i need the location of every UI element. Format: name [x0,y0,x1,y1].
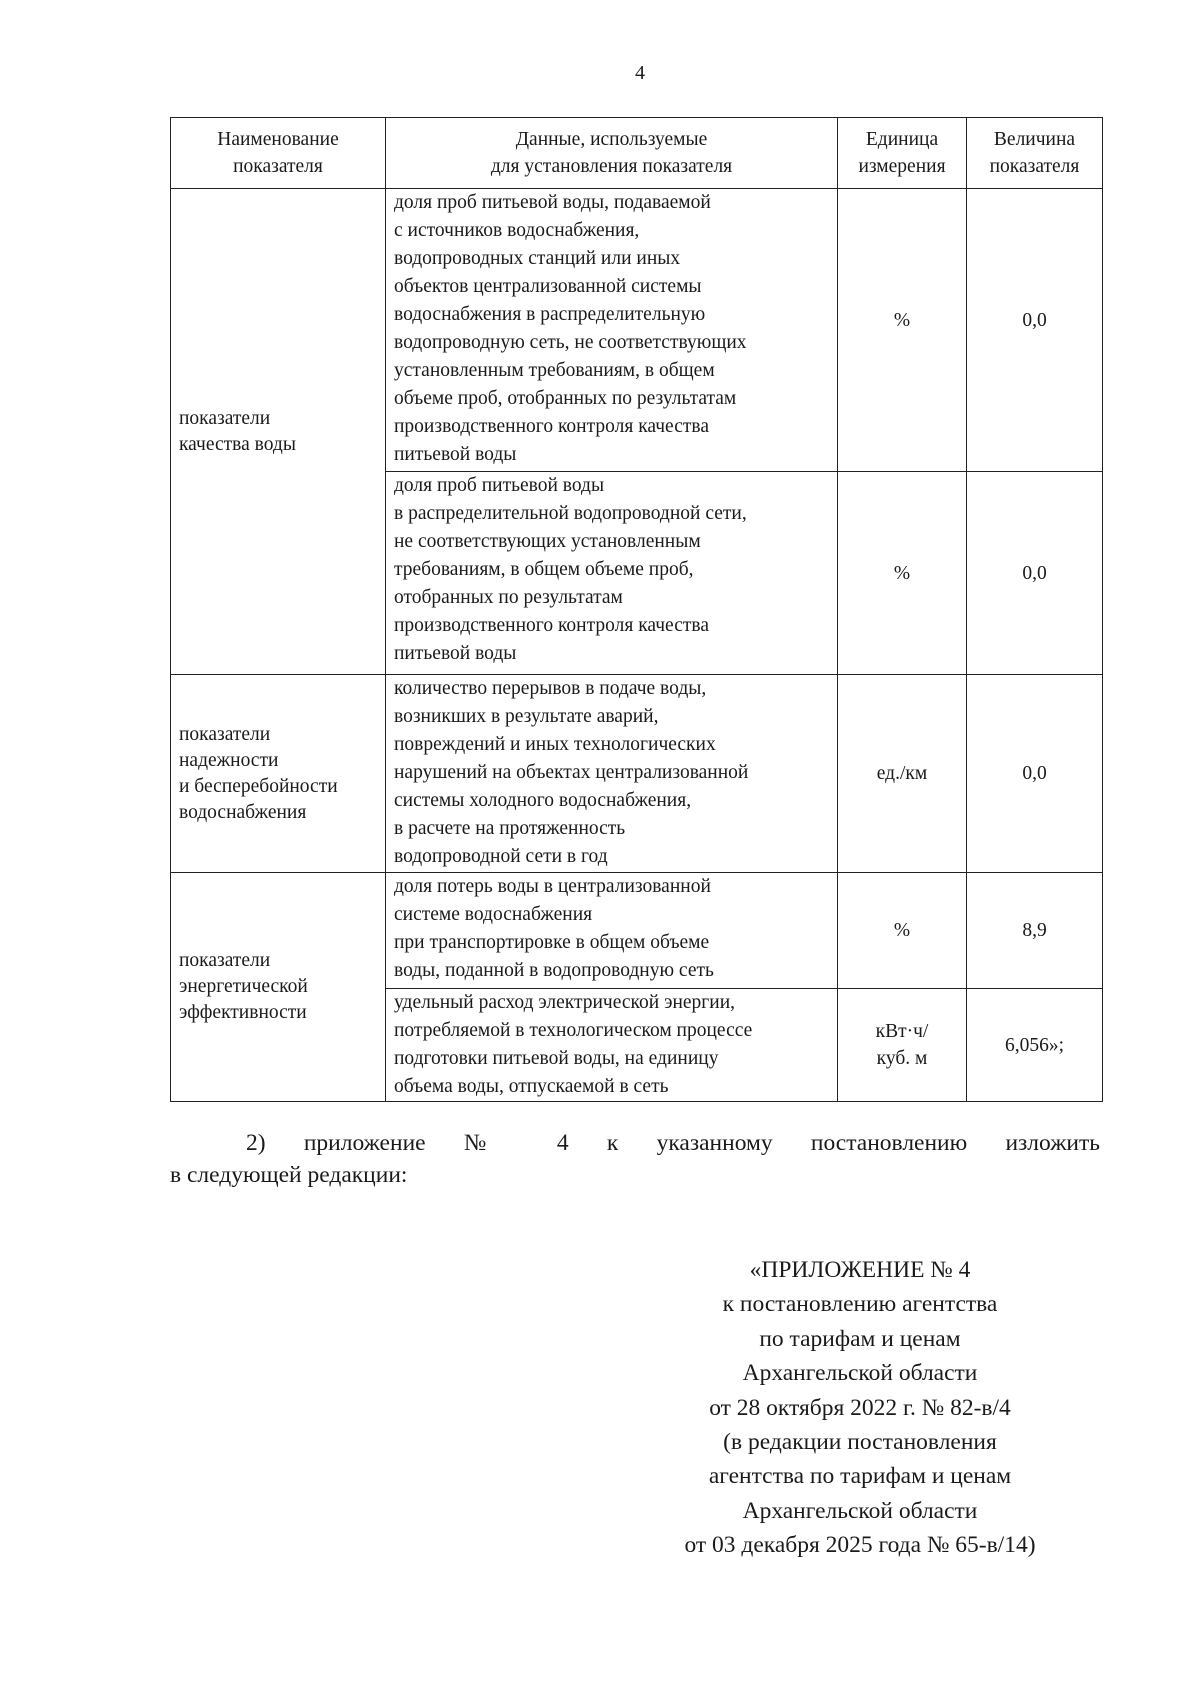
appendix-line: Архангельской области [742,1360,978,1387]
appendix-line: к постановлению агентства [722,1291,998,1318]
table-header-row [171,118,1103,189]
paragraph-line-1: 2) приложение № 4 к указанному постановлению изложить [246,1130,1100,1156]
row-unit: % [838,189,967,472]
appendix-line: от 28 октября 2022 г. № 82-в/4 [709,1394,1011,1421]
header-indicator-name: Наименование показателя [171,118,386,189]
table-row [171,189,1103,472]
appendix-line: Архангельской области [742,1497,978,1524]
row-value: 0,0 [967,675,1103,873]
row-description: доля проб питьевой воды в распределительной водопроводной сети, не соответствующих установленным требованиям, в общем объеме проб, отобранных по результатам производственного контроля качества питьевой воды [386,472,838,675]
row-description: удельный расход электрической энергии, потребляемой в технологическом процессе подготовки питьевой воды, на единицу объема воды, отпускаемой в сеть [386,989,838,1102]
paragraph-line-2: в следующей редакции: [170,1162,408,1188]
group-name-water-quality: показатели качества воды [171,189,386,675]
header-unit: Единица измерения [838,118,967,189]
row-description: доля проб питьевой воды, подаваемой с источников водоснабжения, водопроводных станций или иных объектов централизованной системы водоснабжения в распределительную водопроводную сеть, не соответствующих установленным требованиям, в общем объеме проб, отобранных по результатам производственного контроля качества питьевой воды [386,189,838,472]
appendix-line: «ПРИЛОЖЕНИЕ № 4 [749,1257,971,1283]
group-name-energy-efficiency: показатели энергетической эффективности [171,873,386,1102]
table-row [171,675,1103,873]
row-unit: кВт·ч/ куб. м [838,989,967,1102]
header-source-data: Данные, используемые для установления показателя [386,118,838,189]
row-value: 8,9 [967,873,1103,989]
row-unit: % [838,472,967,675]
appendix-heading [600,1253,1120,1563]
appendix-line: агентства по тарифам и ценам [708,1463,1012,1490]
row-unit: ед./км [838,675,967,873]
row-description: количество перерывов в подаче воды, возникших в результате аварий, повреждений и иных технологических нарушений на объектах централизованной системы холодного водоснабжения, в расчете на протяженность водопроводной сети в год [386,675,838,873]
group-name-reliability: показатели надежности и бесперебойности водоснабжения [171,675,386,873]
appendix-line: от 03 декабря 2025 года № 65-в/14) [684,1532,1036,1559]
row-unit: % [838,873,967,989]
page-number: 4 [635,62,645,84]
row-value: 0,0 [967,472,1103,675]
row-value: 6,056»; [967,989,1103,1102]
appendix-line: (в редакции постановления [723,1429,997,1456]
table-row [171,873,1103,989]
appendix-line: по тарифам и ценам [759,1325,961,1352]
row-description: доля потерь воды в централизованной системе водоснабжения при транспортировке в общем объеме воды, поданной в водопроводную сеть [386,873,838,989]
header-value: Величина показателя [967,118,1103,189]
indicators-table [170,117,1103,1102]
row-value: 0,0 [967,189,1103,472]
